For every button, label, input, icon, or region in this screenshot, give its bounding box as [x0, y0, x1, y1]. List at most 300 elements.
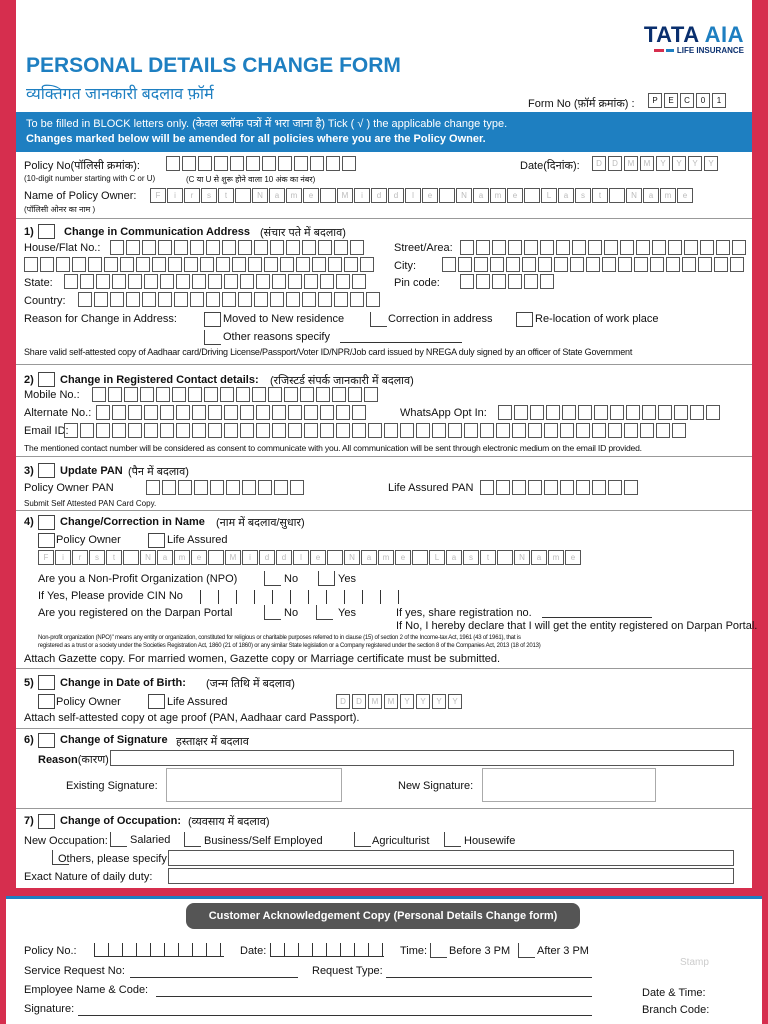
char-box[interactable]: [110, 240, 124, 255]
char-box[interactable]: [272, 274, 286, 289]
char-box[interactable]: [284, 387, 298, 402]
char-box[interactable]: [206, 240, 220, 255]
char-box[interactable]: [624, 423, 638, 438]
char-box[interactable]: [64, 274, 78, 289]
char-box[interactable]: [226, 480, 240, 495]
char-box[interactable]: [192, 405, 206, 420]
s4-checkbox[interactable]: [38, 515, 55, 530]
char-box[interactable]: [224, 274, 238, 289]
char-box[interactable]: [476, 274, 490, 289]
name-char-box[interactable]: a: [269, 188, 285, 203]
char-box[interactable]: [334, 240, 348, 255]
char-box[interactable]: [256, 274, 270, 289]
name-char-box[interactable]: [412, 550, 428, 565]
char-box[interactable]: [730, 257, 744, 272]
char-box[interactable]: [128, 405, 142, 420]
char-box[interactable]: [352, 405, 366, 420]
char-box[interactable]: [302, 292, 316, 307]
char-box[interactable]: [190, 240, 204, 255]
agri-checkbox[interactable]: [354, 832, 371, 847]
char-box[interactable]: [238, 292, 252, 307]
name-char-box[interactable]: [320, 188, 336, 203]
char-box[interactable]: [336, 405, 350, 420]
char-box[interactable]: [476, 240, 490, 255]
char-box[interactable]: [384, 423, 398, 438]
char-box[interactable]: [368, 423, 382, 438]
char-box[interactable]: [514, 405, 528, 420]
char-box[interactable]: [498, 405, 512, 420]
s6-checkbox[interactable]: [38, 733, 55, 748]
char-box[interactable]: [144, 274, 158, 289]
char-box[interactable]: [706, 405, 720, 420]
name-char-box[interactable]: e: [395, 550, 411, 565]
char-box[interactable]: [554, 257, 568, 272]
name-char-box[interactable]: d: [259, 550, 275, 565]
char-box[interactable]: [80, 274, 94, 289]
name-char-box[interactable]: s: [201, 188, 217, 203]
char-box[interactable]: [538, 257, 552, 272]
char-box[interactable]: [624, 480, 638, 495]
char-box[interactable]: [184, 257, 198, 272]
char-box[interactable]: [110, 292, 124, 307]
name-char-box[interactable]: i: [354, 188, 370, 203]
mobile-input[interactable]: [92, 387, 378, 402]
s5-checkbox[interactable]: [38, 675, 55, 690]
name-char-box[interactable]: [497, 550, 513, 565]
char-box[interactable]: [546, 405, 560, 420]
char-box[interactable]: [474, 257, 488, 272]
char-box[interactable]: [64, 423, 78, 438]
char-box[interactable]: [682, 257, 696, 272]
char-box[interactable]: [194, 480, 208, 495]
char-box[interactable]: [208, 274, 222, 289]
char-box[interactable]: [572, 240, 586, 255]
char-box[interactable]: [178, 480, 192, 495]
char-box[interactable]: [508, 240, 522, 255]
char-box[interactable]: [492, 240, 506, 255]
name-char-box[interactable]: N: [626, 188, 642, 203]
char-box[interactable]: [304, 405, 318, 420]
name-char-box[interactable]: [235, 188, 251, 203]
char-box[interactable]: [222, 240, 236, 255]
name-char-box[interactable]: e: [422, 188, 438, 203]
name-char-box[interactable]: a: [473, 188, 489, 203]
char-box[interactable]: [222, 292, 236, 307]
char-box[interactable]: [400, 423, 414, 438]
char-box[interactable]: [348, 387, 362, 402]
char-box[interactable]: [96, 274, 110, 289]
char-box[interactable]: [240, 423, 254, 438]
char-box[interactable]: [160, 405, 174, 420]
char-box[interactable]: [160, 274, 174, 289]
char-box[interactable]: [640, 423, 654, 438]
name-char-box[interactable]: L: [429, 550, 445, 565]
char-box[interactable]: [560, 480, 574, 495]
char-box[interactable]: [280, 257, 294, 272]
name-char-box[interactable]: t: [480, 550, 496, 565]
char-box[interactable]: [206, 292, 220, 307]
char-box[interactable]: [332, 387, 346, 402]
char-box[interactable]: [312, 257, 326, 272]
char-box[interactable]: [72, 257, 86, 272]
char-box[interactable]: [190, 292, 204, 307]
other-reason-checkbox[interactable]: [204, 330, 221, 345]
char-box[interactable]: [126, 292, 140, 307]
s4-life-checkbox[interactable]: [148, 533, 165, 548]
char-box[interactable]: [668, 240, 682, 255]
email-input[interactable]: [64, 423, 686, 438]
char-box[interactable]: [698, 257, 712, 272]
char-box[interactable]: [242, 480, 256, 495]
name-char-box[interactable]: F: [150, 188, 166, 203]
char-box[interactable]: [290, 480, 304, 495]
char-box[interactable]: [576, 480, 590, 495]
name-char-box[interactable]: e: [303, 188, 319, 203]
char-box[interactable]: [364, 387, 378, 402]
char-box[interactable]: [506, 257, 520, 272]
char-box[interactable]: [240, 274, 254, 289]
char-box[interactable]: [302, 240, 316, 255]
char-box[interactable]: [318, 240, 332, 255]
name-char-box[interactable]: l: [293, 550, 309, 565]
char-box[interactable]: [416, 423, 430, 438]
char-box[interactable]: [320, 405, 334, 420]
char-box[interactable]: [448, 423, 462, 438]
s5-life-checkbox[interactable]: [148, 694, 165, 709]
signature-reason-input[interactable]: [110, 750, 734, 766]
street-input[interactable]: [460, 240, 746, 255]
name-char-box[interactable]: l: [405, 188, 421, 203]
name-char-box[interactable]: a: [361, 550, 377, 565]
char-box[interactable]: [540, 240, 554, 255]
char-box[interactable]: [144, 405, 158, 420]
char-box[interactable]: [160, 423, 174, 438]
name-char-box[interactable]: a: [643, 188, 659, 203]
char-box[interactable]: [608, 423, 622, 438]
char-box[interactable]: [352, 423, 366, 438]
char-box[interactable]: [652, 240, 666, 255]
char-box[interactable]: [270, 240, 284, 255]
char-box[interactable]: [274, 480, 288, 495]
char-box[interactable]: [318, 292, 332, 307]
char-box[interactable]: [350, 240, 364, 255]
char-box[interactable]: [24, 257, 38, 272]
name-char-box[interactable]: N: [456, 188, 472, 203]
char-box[interactable]: [316, 387, 330, 402]
char-box[interactable]: [464, 423, 478, 438]
char-box[interactable]: [700, 240, 714, 255]
char-box[interactable]: [592, 480, 606, 495]
char-box[interactable]: [254, 292, 268, 307]
char-box[interactable]: [162, 480, 176, 495]
salaried-checkbox[interactable]: [110, 832, 127, 847]
char-box[interactable]: [460, 240, 474, 255]
darpan-no-checkbox[interactable]: [264, 605, 281, 620]
char-box[interactable]: [176, 405, 190, 420]
req-type-input[interactable]: [386, 977, 592, 978]
char-box[interactable]: [288, 274, 302, 289]
char-box[interactable]: [56, 257, 70, 272]
name-char-box[interactable]: M: [225, 550, 241, 565]
char-box[interactable]: [88, 257, 102, 272]
duty-input[interactable]: [168, 868, 734, 884]
name-char-box[interactable]: i: [242, 550, 258, 565]
life-pan-input[interactable]: [480, 480, 638, 495]
char-box[interactable]: [524, 240, 538, 255]
char-box[interactable]: [288, 423, 302, 438]
char-box[interactable]: [492, 274, 506, 289]
char-box[interactable]: [258, 480, 272, 495]
char-box[interactable]: [304, 274, 318, 289]
char-box[interactable]: [320, 274, 334, 289]
char-box[interactable]: [248, 257, 262, 272]
state-input[interactable]: [64, 274, 366, 289]
char-box[interactable]: [636, 240, 650, 255]
char-box[interactable]: [152, 257, 166, 272]
name-char-box[interactable]: d: [276, 550, 292, 565]
char-box[interactable]: [112, 423, 126, 438]
char-box[interactable]: [124, 387, 138, 402]
char-box[interactable]: [732, 240, 746, 255]
name-char-box[interactable]: d: [371, 188, 387, 203]
char-box[interactable]: [188, 387, 202, 402]
char-box[interactable]: [620, 240, 634, 255]
name-char-box[interactable]: e: [565, 550, 581, 565]
char-box[interactable]: [512, 480, 526, 495]
s4-name-input[interactable]: [38, 550, 581, 565]
char-box[interactable]: [112, 274, 126, 289]
char-box[interactable]: [304, 423, 318, 438]
char-box[interactable]: [594, 405, 608, 420]
char-box[interactable]: [286, 292, 300, 307]
char-box[interactable]: [210, 480, 224, 495]
char-box[interactable]: [220, 387, 234, 402]
name-char-box[interactable]: t: [106, 550, 122, 565]
char-box[interactable]: [80, 423, 94, 438]
char-box[interactable]: [634, 257, 648, 272]
whatsapp-input[interactable]: [498, 405, 720, 420]
name-char-box[interactable]: a: [157, 550, 173, 565]
char-box[interactable]: [690, 405, 704, 420]
char-box[interactable]: [96, 405, 110, 420]
char-box[interactable]: [320, 423, 334, 438]
char-box[interactable]: [684, 240, 698, 255]
char-box[interactable]: [208, 405, 222, 420]
char-box[interactable]: [530, 405, 544, 420]
char-box[interactable]: [200, 257, 214, 272]
char-box[interactable]: [544, 480, 558, 495]
name-char-box[interactable]: e: [191, 550, 207, 565]
char-box[interactable]: [496, 423, 510, 438]
char-box[interactable]: [350, 292, 364, 307]
emp-input[interactable]: [156, 996, 592, 997]
char-box[interactable]: [432, 423, 446, 438]
char-box[interactable]: [224, 405, 238, 420]
npo-yes-checkbox[interactable]: [318, 571, 335, 586]
name-char-box[interactable]: m: [548, 550, 564, 565]
char-box[interactable]: [336, 274, 350, 289]
name-char-box[interactable]: N: [344, 550, 360, 565]
char-box[interactable]: [602, 257, 616, 272]
name-char-box[interactable]: [524, 188, 540, 203]
char-box[interactable]: [618, 257, 632, 272]
char-box[interactable]: [270, 292, 284, 307]
char-box[interactable]: [528, 423, 542, 438]
name-char-box[interactable]: m: [660, 188, 676, 203]
name-char-box[interactable]: t: [592, 188, 608, 203]
other-reason-input[interactable]: [340, 342, 462, 343]
name-char-box[interactable]: N: [252, 188, 268, 203]
country-input[interactable]: [78, 292, 380, 307]
s3-checkbox[interactable]: [38, 463, 55, 478]
char-box[interactable]: [156, 387, 170, 402]
name-char-box[interactable]: [123, 550, 139, 565]
char-box[interactable]: [716, 240, 730, 255]
business-checkbox[interactable]: [184, 832, 201, 847]
name-char-box[interactable]: t: [218, 188, 234, 203]
name-char-box[interactable]: e: [310, 550, 326, 565]
char-box[interactable]: [586, 257, 600, 272]
char-box[interactable]: [172, 387, 186, 402]
char-box[interactable]: [544, 423, 558, 438]
name-char-box[interactable]: a: [446, 550, 462, 565]
name-char-box[interactable]: L: [541, 188, 557, 203]
reg-no-input[interactable]: [542, 617, 652, 618]
name-char-box[interactable]: a: [558, 188, 574, 203]
char-box[interactable]: [142, 240, 156, 255]
name-char-box[interactable]: m: [490, 188, 506, 203]
char-box[interactable]: [336, 423, 350, 438]
char-box[interactable]: [120, 257, 134, 272]
char-box[interactable]: [146, 480, 160, 495]
char-box[interactable]: [604, 240, 618, 255]
after-3pm-checkbox[interactable]: [518, 943, 535, 958]
char-box[interactable]: [236, 387, 250, 402]
name-char-box[interactable]: r: [72, 550, 88, 565]
char-box[interactable]: [528, 480, 542, 495]
s5-owner-checkbox[interactable]: [38, 694, 55, 709]
name-char-box[interactable]: [327, 550, 343, 565]
char-box[interactable]: [40, 257, 54, 272]
name-char-box[interactable]: e: [507, 188, 523, 203]
house-input[interactable]: [110, 240, 364, 255]
char-box[interactable]: [224, 423, 238, 438]
char-box[interactable]: [112, 405, 126, 420]
pin-input[interactable]: [460, 274, 554, 289]
owner-pan-input[interactable]: [146, 480, 304, 495]
char-box[interactable]: [176, 274, 190, 289]
correction-checkbox[interactable]: [370, 312, 387, 327]
char-box[interactable]: [666, 257, 680, 272]
char-box[interactable]: [512, 423, 526, 438]
new-signature-box[interactable]: [482, 768, 656, 802]
char-box[interactable]: [576, 423, 590, 438]
char-box[interactable]: [480, 423, 494, 438]
name-char-box[interactable]: d: [388, 188, 404, 203]
char-box[interactable]: [524, 274, 538, 289]
char-box[interactable]: [252, 387, 266, 402]
char-box[interactable]: [208, 423, 222, 438]
char-box[interactable]: [204, 387, 218, 402]
name-char-box[interactable]: m: [286, 188, 302, 203]
char-box[interactable]: [658, 405, 672, 420]
char-box[interactable]: [626, 405, 640, 420]
char-box[interactable]: [272, 405, 286, 420]
char-box[interactable]: [458, 257, 472, 272]
char-box[interactable]: [158, 240, 172, 255]
policy-no-input[interactable]: [166, 156, 356, 171]
name-char-box[interactable]: a: [531, 550, 547, 565]
char-box[interactable]: [656, 423, 670, 438]
before-3pm-checkbox[interactable]: [430, 943, 447, 958]
char-box[interactable]: [174, 240, 188, 255]
char-box[interactable]: [366, 292, 380, 307]
char-box[interactable]: [240, 405, 254, 420]
char-box[interactable]: [588, 240, 602, 255]
char-box[interactable]: [490, 257, 504, 272]
char-box[interactable]: [300, 387, 314, 402]
char-box[interactable]: [508, 274, 522, 289]
char-box[interactable]: [128, 423, 142, 438]
char-box[interactable]: [192, 423, 206, 438]
char-box[interactable]: [254, 240, 268, 255]
name-char-box[interactable]: N: [140, 550, 156, 565]
char-box[interactable]: [264, 257, 278, 272]
char-box[interactable]: [144, 423, 158, 438]
char-box[interactable]: [192, 274, 206, 289]
others-input[interactable]: [168, 850, 734, 866]
name-char-box[interactable]: m: [174, 550, 190, 565]
char-box[interactable]: [460, 274, 474, 289]
char-box[interactable]: [168, 257, 182, 272]
char-box[interactable]: [108, 387, 122, 402]
s1-checkbox[interactable]: [38, 224, 55, 239]
existing-signature-box[interactable]: [166, 768, 342, 802]
char-box[interactable]: [650, 257, 664, 272]
char-box[interactable]: [296, 257, 310, 272]
char-box[interactable]: [176, 423, 190, 438]
name-char-box[interactable]: F: [38, 550, 54, 565]
ack-sig-input[interactable]: [78, 1015, 592, 1016]
name-char-box[interactable]: [208, 550, 224, 565]
char-box[interactable]: [286, 240, 300, 255]
name-char-box[interactable]: m: [378, 550, 394, 565]
char-box[interactable]: [256, 405, 270, 420]
name-char-box[interactable]: N: [514, 550, 530, 565]
char-box[interactable]: [540, 274, 554, 289]
char-box[interactable]: [592, 423, 606, 438]
char-box[interactable]: [288, 405, 302, 420]
char-box[interactable]: [610, 405, 624, 420]
char-box[interactable]: [556, 240, 570, 255]
char-box[interactable]: [672, 423, 686, 438]
char-box[interactable]: [268, 387, 282, 402]
srn-input[interactable]: [130, 977, 298, 978]
char-box[interactable]: [562, 405, 576, 420]
char-box[interactable]: [140, 387, 154, 402]
char-box[interactable]: [94, 292, 108, 307]
char-box[interactable]: [496, 480, 510, 495]
char-box[interactable]: [674, 405, 688, 420]
char-box[interactable]: [232, 257, 246, 272]
char-box[interactable]: [578, 405, 592, 420]
char-box[interactable]: [104, 257, 118, 272]
char-box[interactable]: [174, 292, 188, 307]
char-box[interactable]: [570, 257, 584, 272]
char-box[interactable]: [608, 480, 622, 495]
char-box[interactable]: [442, 257, 456, 272]
char-box[interactable]: [216, 257, 230, 272]
